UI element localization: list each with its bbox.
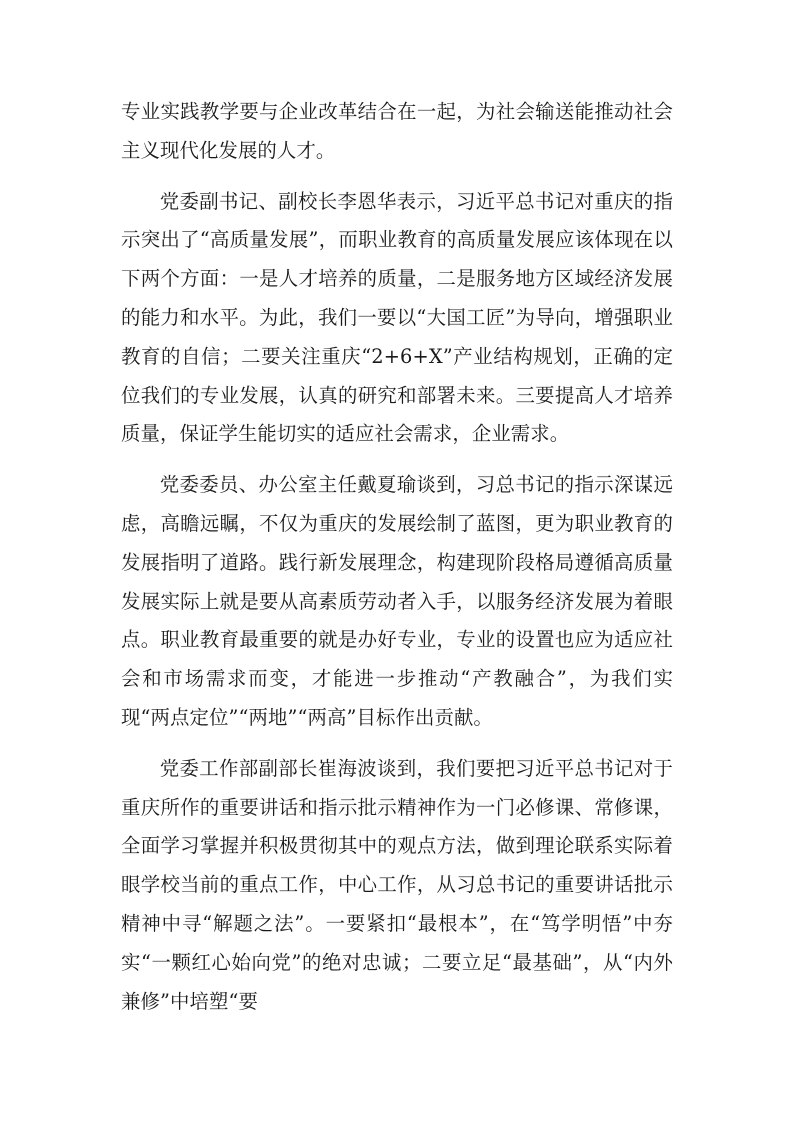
paragraph-li-enhua: 党委副书记、副校长李恩华表示，习近平总书记对重庆的指示突出了“高质量发展”，而职业教育的高质量发展应该体现在以下两个方面：一是人才培养的质量，二是服务地方区域经济发展的能力和水平。为此，我们一要以“大国工匠”为导向，增强职业教育的自信；二要关注重庆“2+6+X”产业结构规划，正确的定位我们的专业发展，认真的研究和部署未来。三要提高人才培养质量，保证学生能切实的适应社会需求，企业需求。 <box>121 189 673 446</box>
document-body <box>121 93 673 1033</box>
paragraph-continuation: 专业实践教学要与企业改革结合在一起，为社会输送能推动社会主义现代化发展的人才。 <box>121 100 673 162</box>
paragraph-cui-haibo: 党委工作部副部长崔海波谈到，我们要把习近平总书记对于重庆所作的重要讲话和指示批示精神作为一门必修课、常修课，全面学习掌握并积极贯彻其中的观点方法，做到理论联系实际着眼学校当前的重点工作，中心工作，从习总书记的重要讲话批示精神中寻“解题之法”。一要紧扣“最根本”，在“笃学明悟”中夯实“一颗红心始向党”的绝对忠诚；二要立足“最基础”，从“内外兼修”中培塑“要 <box>121 756 673 1013</box>
paragraph-dai-xiayu: 党委委员、办公室主任戴夏瑜谈到，习总书记的指示深谋远虑，高瞻远瞩，不仅为重庆的发展绘制了蓝图，更为职业教育的发展指明了道路。践行新发展理念，构建现阶段格局遵循高质量发展实际上就是要从高素质劳动者入手，以服务经济发展为着眼点。职业教育最重要的就是办好专业，专业的设置也应为适应社会和市场需求而变，才能进一步推动“产教融合”，为我们实现“两点定位”“两地”“两高”目标作出贡献。 <box>121 473 673 729</box>
